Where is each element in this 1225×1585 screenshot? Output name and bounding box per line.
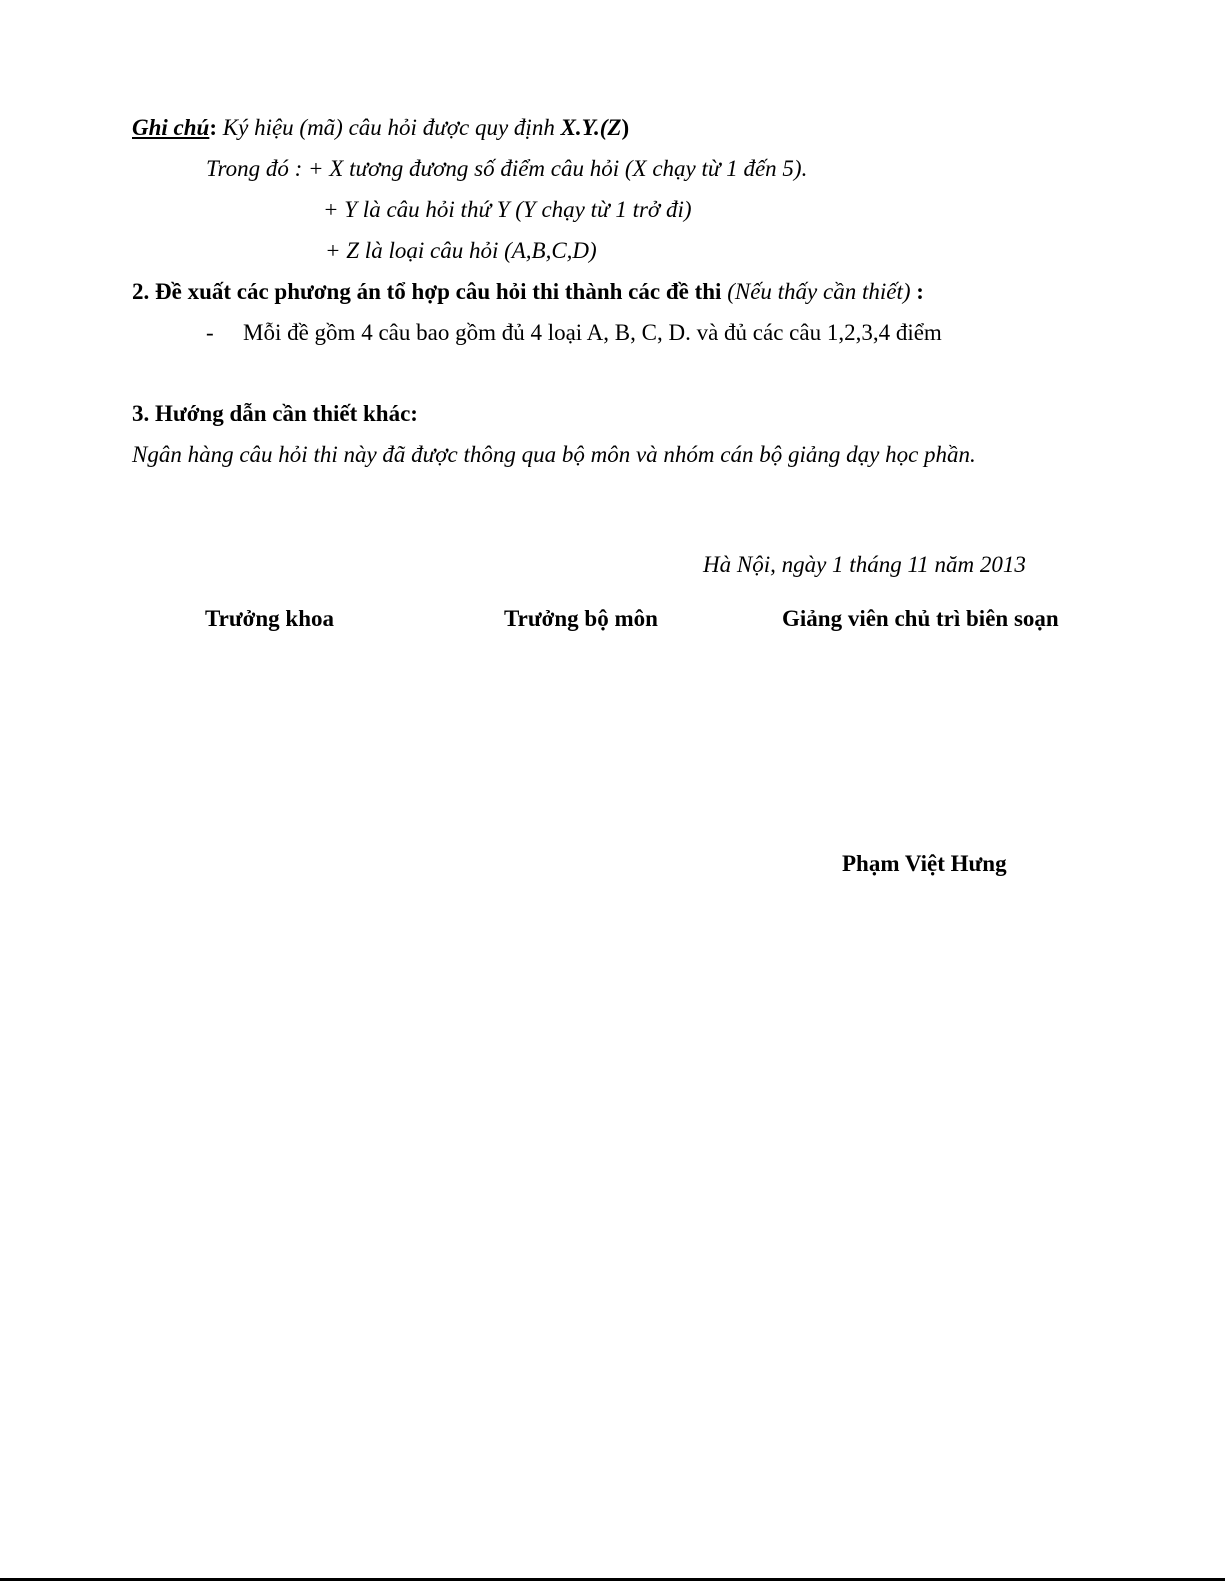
signature-date: Hà Nội, ngày 1 tháng 11 năm 2013	[703, 552, 1026, 577]
section3-heading: 3. Hướng dẫn cần thiết khác:	[132, 401, 418, 426]
section2-heading	[132, 277, 924, 307]
note-y-line: + Y là câu hỏi thứ Y (Y chạy từ 1 trở đi)	[323, 197, 692, 222]
section3-text: Ngân hàng câu hỏi thi này đã được thông qua bộ môn và nhóm cán bộ giảng dạy học phần.	[132, 442, 976, 467]
note-text: Ký hiệu (mã) câu hỏi được quy định	[217, 115, 561, 140]
signature-head-dept: Trưởng bộ môn	[504, 606, 658, 631]
note-where-line: Trong đó : + X tương đương số điểm câu hỏi (X chạy từ 1 đến 5).	[206, 156, 808, 181]
note-z-line: + Z là loại câu hỏi (A,B,C,D)	[325, 238, 597, 263]
note-code-xy: X.Y.(	[560, 115, 608, 140]
signature-lecturer: Giảng viên chủ trì biên soạn	[782, 606, 1059, 631]
note-label: Ghi chú	[132, 115, 210, 140]
note-colon: :	[209, 115, 218, 140]
note-code-end: )	[621, 115, 630, 140]
note-line	[132, 113, 629, 143]
signature-dean: Trưởng khoa	[205, 606, 335, 631]
signature-lecturer-name: Phạm Việt Hưng	[842, 851, 1007, 876]
section2-bullet-text: Mỗi đề gồm 4 câu bao gồm đủ 4 loại A, B, C, D. và đủ các câu 1,2,3,4 điểm	[243, 320, 942, 345]
note-code-z: Z	[607, 115, 622, 140]
section2-heading-italic: (Nếu thấy cần thiết)	[727, 279, 911, 304]
section2-heading-text: 2. Đề xuất các phương án tổ hợp câu hỏi thi thành các đề thi	[132, 279, 728, 304]
bottom-rule	[0, 1578, 1225, 1581]
section2-bullet-dash: -	[206, 320, 214, 345]
section2-heading-end: :	[910, 279, 924, 304]
